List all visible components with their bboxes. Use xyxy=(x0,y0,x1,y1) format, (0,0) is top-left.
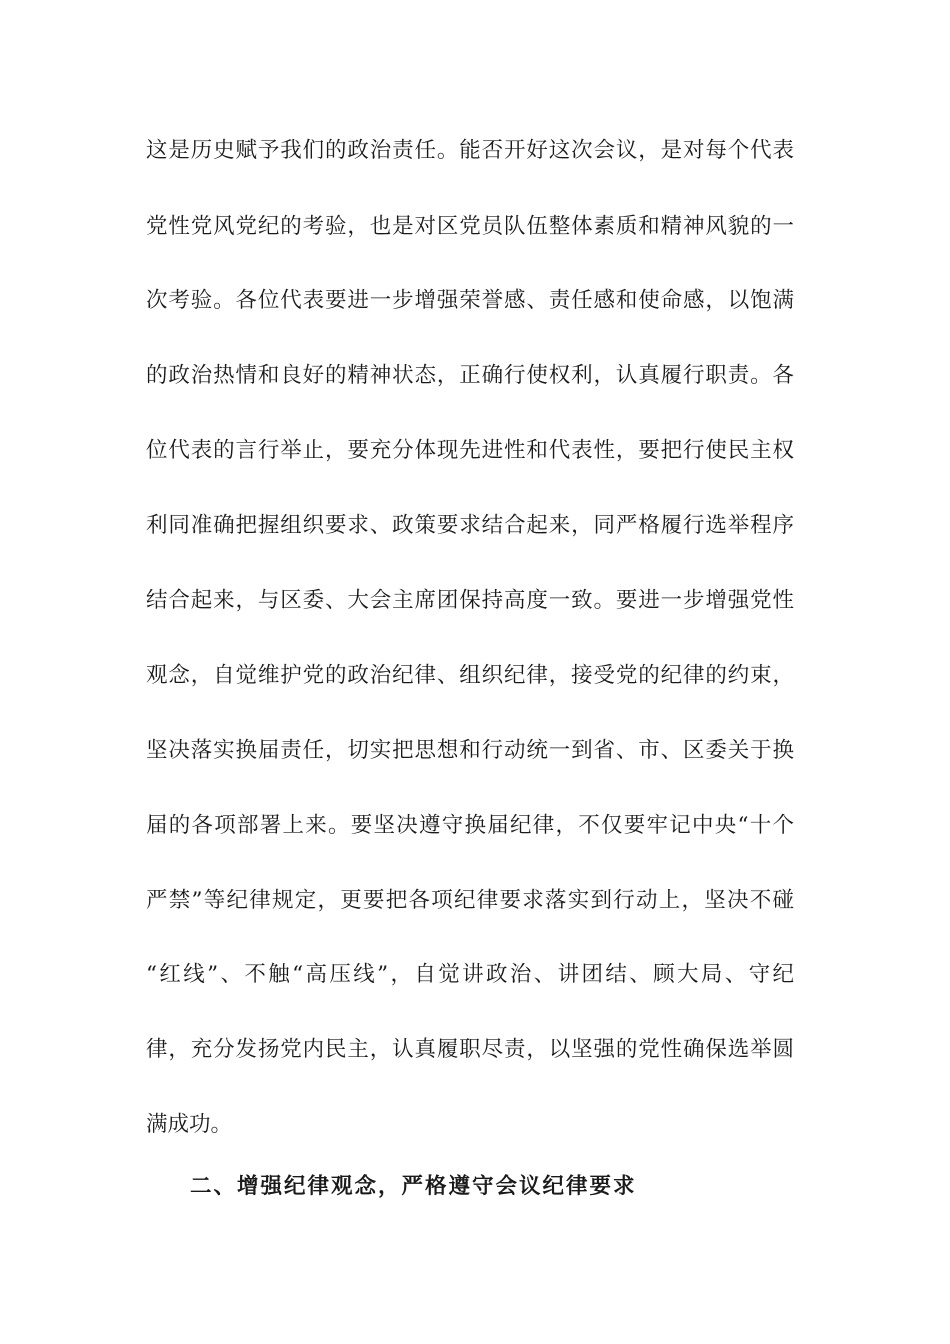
paragraph-line: 这是历史赋予我们的政治责任。能否开好这次会议，是对每个代表 xyxy=(146,138,794,163)
section-heading: 二、增强纪律观念，严格遵守会议纪律要求 xyxy=(190,1174,637,1199)
paragraph-line: 利同准确把握组织要求、政策要求结合起来，同严格履行选举程序 xyxy=(146,513,794,538)
paragraph-line: 位代表的言行举止，要充分体现先进性和代表性，要把行使民主权 xyxy=(146,438,794,463)
paragraph-line: 党性党风党纪的考验，也是对区党员队伍整体素质和精神风貌的一 xyxy=(146,214,794,239)
paragraph-line: 律，充分发扬党内民主，认真履职尽责，以坚强的党性确保选举圆 xyxy=(146,1037,794,1062)
paragraph-line: 严禁”等纪律规定，更要把各项纪律要求落实到行动上，坚决不碰 xyxy=(146,888,794,913)
paragraph-line: 坚决落实换届责任，切实把思想和行动统一到省、市、区委关于换 xyxy=(146,738,794,763)
paragraph-line: 的政治热情和良好的精神状态，正确行使权利，认真履行职责。各 xyxy=(146,363,794,388)
paragraph-line: 次考验。各位代表要进一步增强荣誉感、责任感和使命感，以饱满 xyxy=(146,288,794,313)
paragraph-line: 满成功。 xyxy=(146,1112,233,1137)
paragraph-line: “红线”、不触“高压线”，自觉讲政治、讲团结、顾大局、守纪 xyxy=(146,962,794,987)
paragraph-line: 届的各项部署上来。要坚决遵守换届纪律，不仅要牢记中央“十个 xyxy=(146,813,794,838)
paragraph-line: 观念，自觉维护党的政治纪律、组织纪律，接受党的纪律的约束， xyxy=(146,663,794,688)
paragraph-line: 结合起来，与区委、大会主席团保持高度一致。要进一步增强党性 xyxy=(146,588,794,613)
